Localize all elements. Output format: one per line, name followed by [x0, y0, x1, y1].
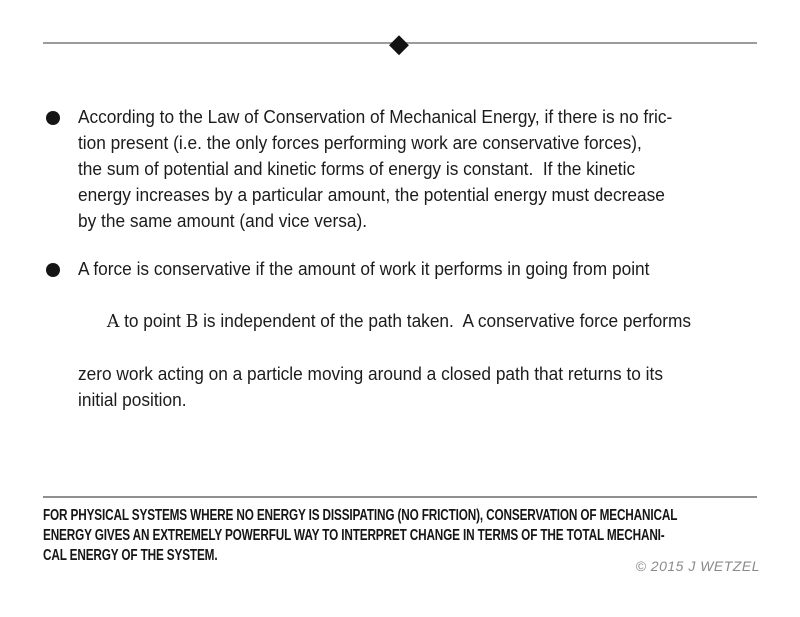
copyright: © 2015 J WETZEL [635, 558, 760, 574]
bullet-icon [46, 111, 60, 125]
math-symbol-b: B [185, 311, 199, 332]
bullet-item-conservation-law [78, 104, 672, 234]
bullet-text-line: the sum of potential and kinetic forms of energy is constant. If the kinetic [78, 159, 636, 179]
footer-summary-note [43, 506, 677, 566]
diamond-icon: ◆ [389, 28, 409, 58]
footer-note-line: CAL ENERGY OF THE SYSTEM. [43, 547, 218, 564]
bullet-text-line [78, 282, 691, 361]
bullet-text-line: initial position. [78, 390, 187, 410]
footer-divider [43, 496, 757, 498]
bullet-text-line: According to the Law of Conservation of Mechanical Energy, if there is no fric- [78, 107, 673, 127]
math-symbol-a: A [106, 311, 120, 332]
bullet-icon [46, 263, 60, 277]
footer-note-line: ENERGY GIVES AN EXTREMELY POWERFUL WAY TO INTERPRET CHANGE IN TERMS OF THE TOTAL MECHANI- [43, 527, 665, 544]
bullet-text-segment: is independent of the path taken. A conservative force performs [198, 311, 692, 331]
bullet-text-line: energy increases by a particular amount, the potential energy must decrease [78, 185, 665, 205]
bullet-text-line: zero work acting on a particle moving around a closed path that returns to its [78, 364, 663, 384]
bullet-text-line: A force is conservative if the amount of work it performs in going from point [78, 259, 650, 279]
bullet-text-segment: to point [119, 311, 186, 331]
bullet-item-conservative-force [78, 256, 691, 413]
bullet-text-line: by the same amount (and vice versa). [78, 211, 368, 231]
bullet-text-line: tion present (i.e. the only forces performing work are conservative forces), [78, 133, 642, 153]
footer-note-line: FOR PHYSICAL SYSTEMS WHERE NO ENERGY IS DISSIPATING (NO FRICTION), CONSERVATION OF MECHANICAL [43, 507, 678, 524]
